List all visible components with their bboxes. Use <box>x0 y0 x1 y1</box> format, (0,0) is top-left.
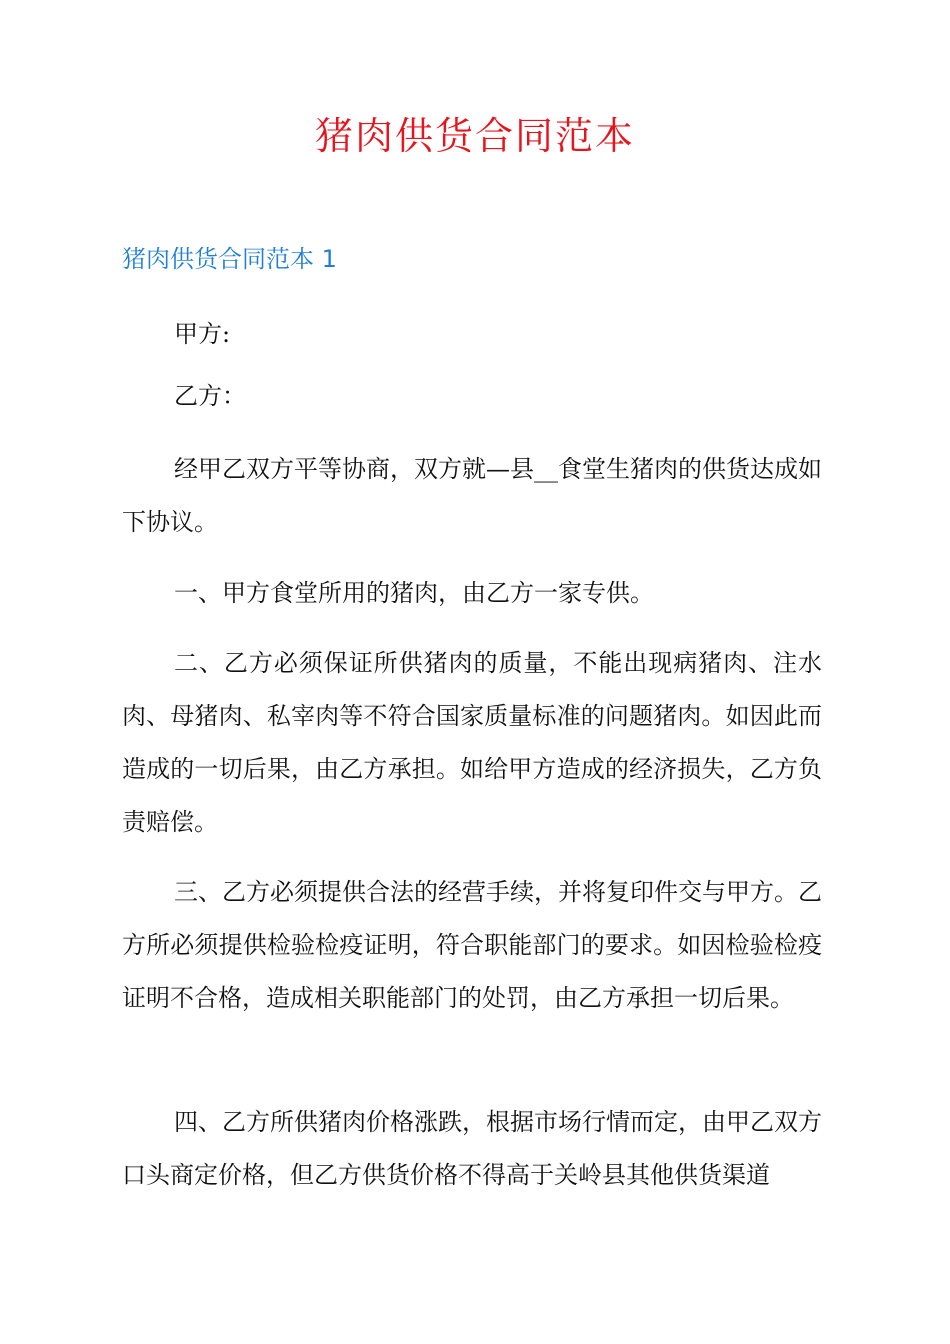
section-heading: 猪肉供货合同范本 1 <box>122 245 337 273</box>
clause-1-paragraph: 一、甲方食堂所用的猪肉，由乙方一家专供。 <box>174 579 654 607</box>
clause-2-paragraph: 二、乙方必须保证所供猪肉的质量，不能出现病猪肉、注水肉、母猪肉、私宰肉等不符合国家质量标准的问题猪肉。如因此而造成的一切后果，由乙方承担。如给甲方造成的经济损失，乙方负责赔偿。 <box>122 649 822 836</box>
intro-paragraph: 经甲乙双方平等协商，双方就—县__食堂生猪肉的供货达成如下协议。 <box>122 455 822 536</box>
clause-4-paragraph: 四、乙方所供猪肉价格涨跌，根据市场行情而定，由甲乙双方口头商定价格，但乙方供货价格不得高于关岭县其他供货渠道 <box>122 1108 822 1189</box>
clause-3-paragraph: 三、乙方必须提供合法的经营手续，并将复印件交与甲方。乙方所必须提供检验检疫证明，符合职能部门的要求。如因检验检疫证明不合格，造成相关职能部门的处罚，由乙方承担一切后果。 <box>122 878 822 1012</box>
party-b-line: 乙方： <box>174 382 246 410</box>
document-title: 猪肉供货合同范本 <box>314 114 635 158</box>
party-a-line: 甲方: <box>174 320 231 348</box>
